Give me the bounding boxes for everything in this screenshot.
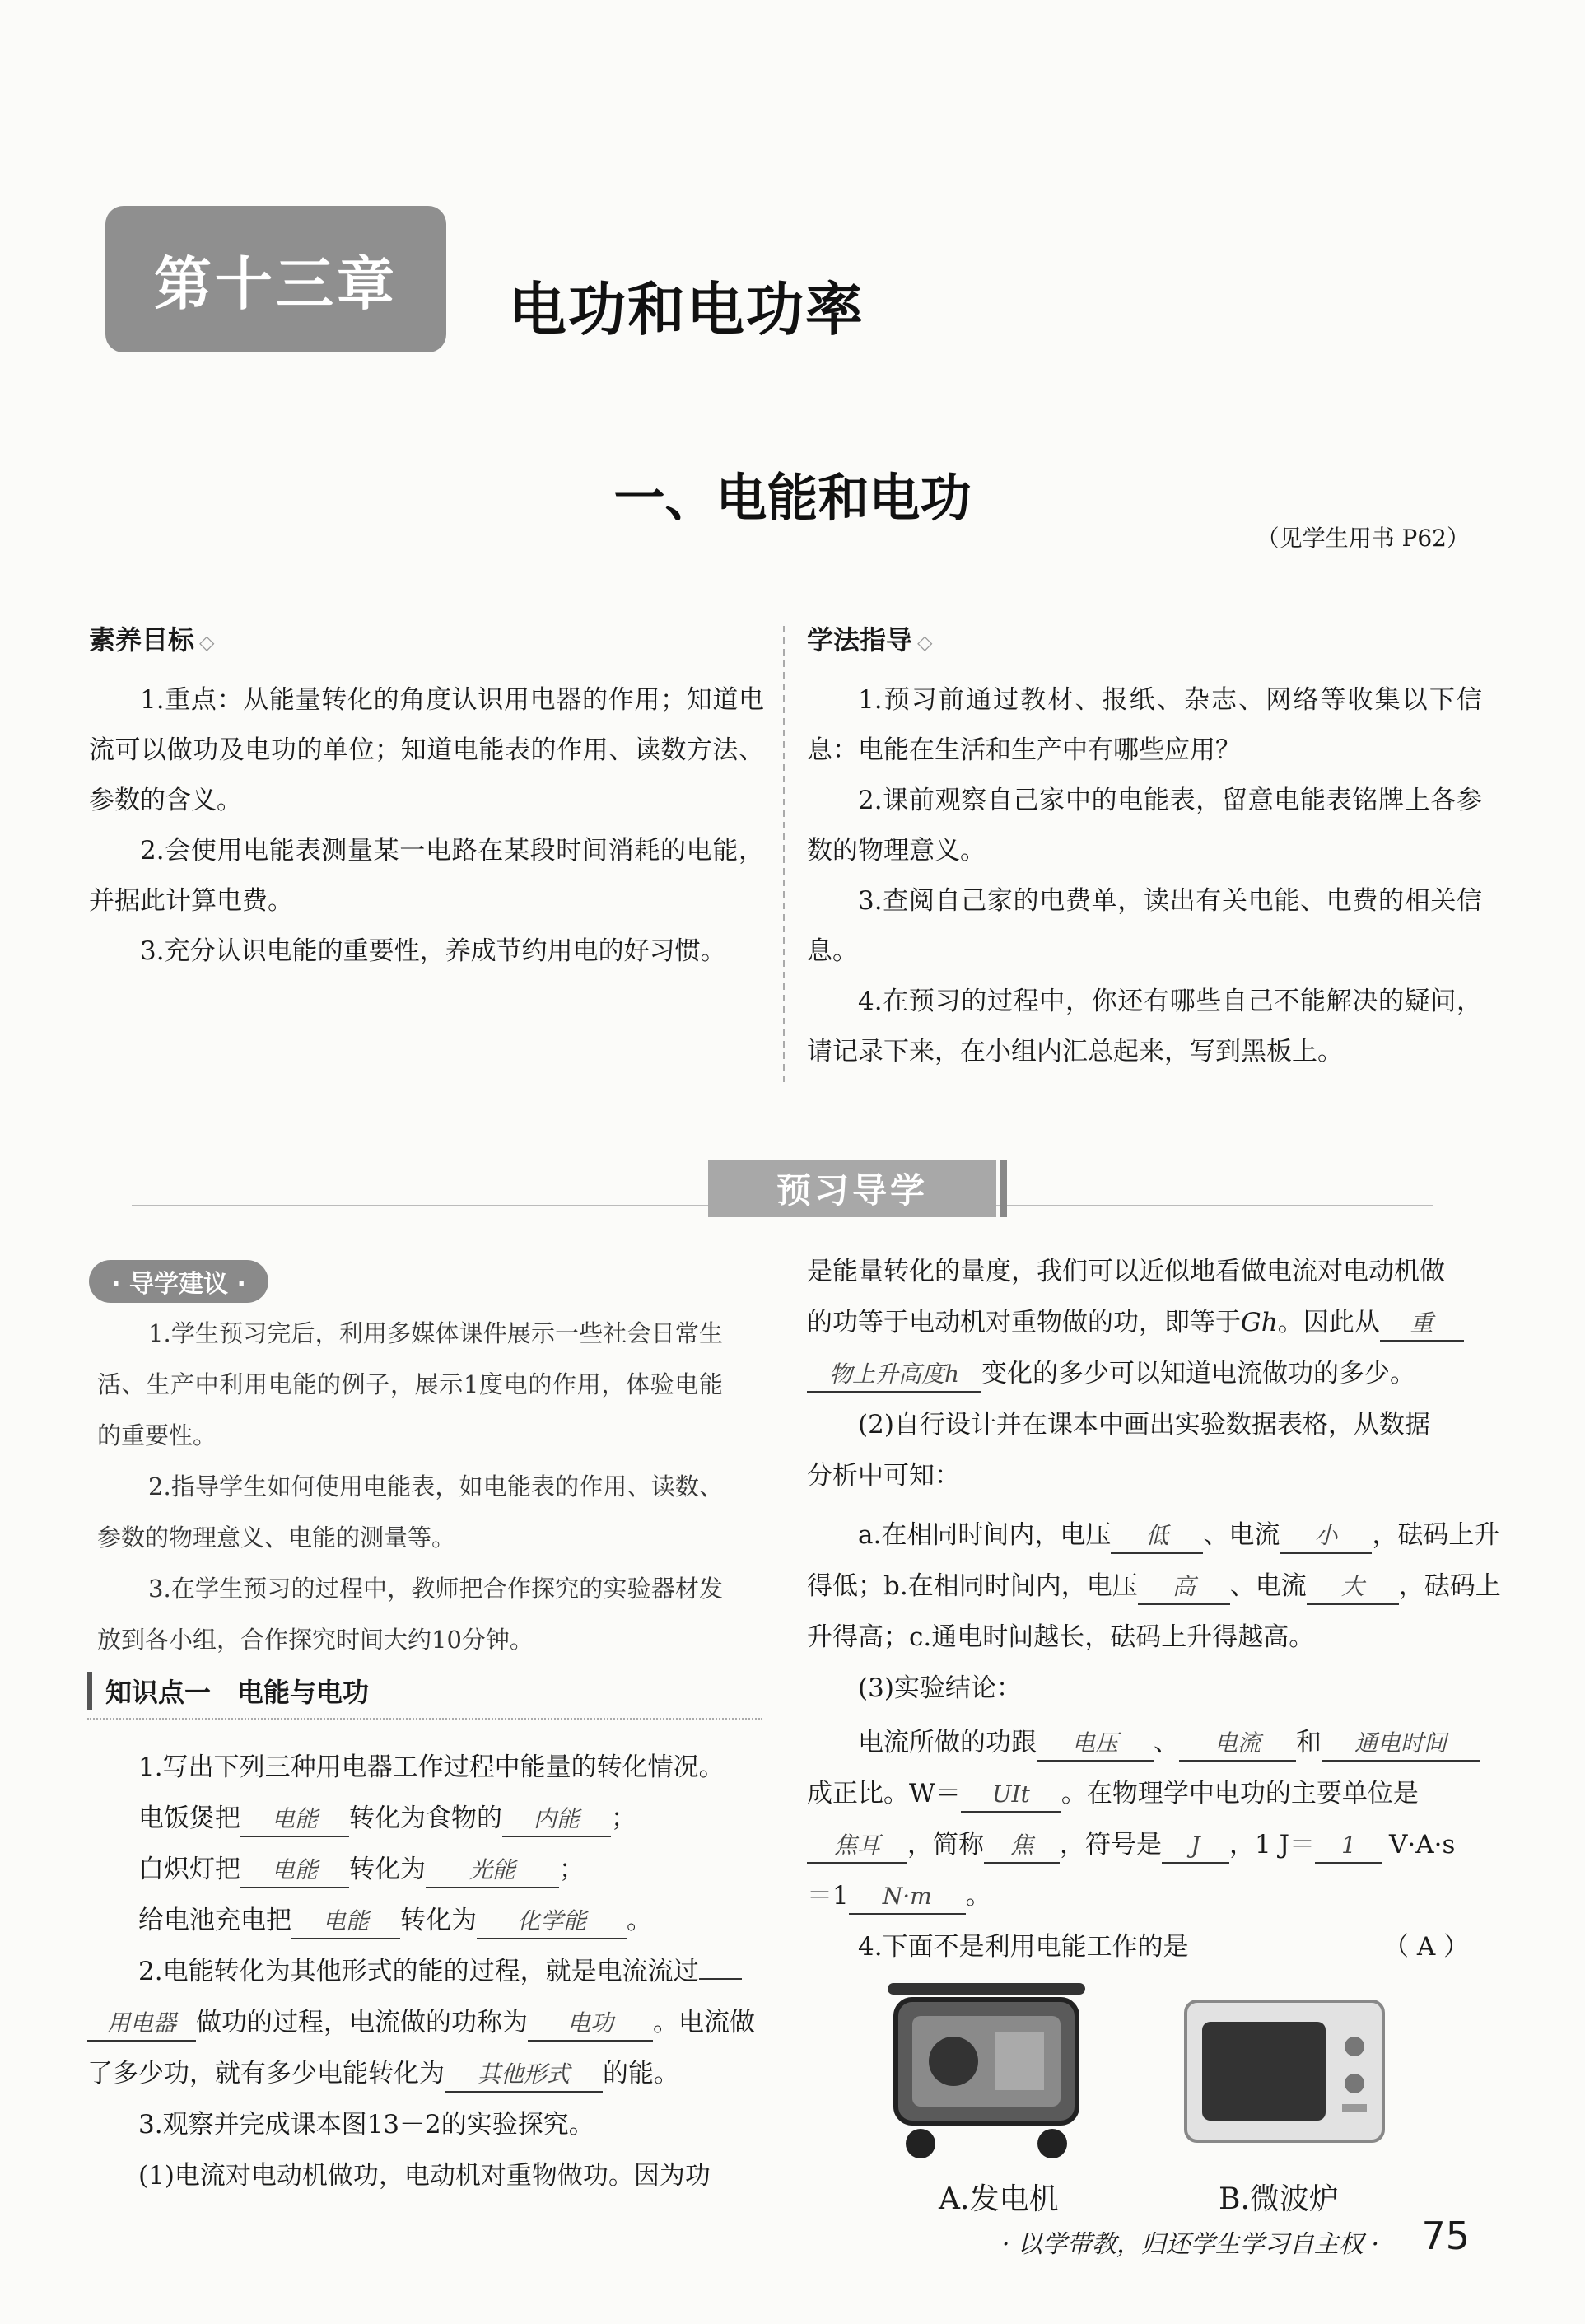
- answer-blank: N·m: [849, 1880, 966, 1915]
- answer-blank: 其他形式: [445, 2058, 603, 2093]
- goals-section: [89, 619, 764, 977]
- heading-rule: [87, 1718, 762, 1720]
- q4-answer: （ A ）: [1383, 1932, 1470, 1962]
- tip-item: 2.指导学生如何使用电能表，如电能表的作用、读数、参数的物理意义、电能的测量等。: [97, 1472, 723, 1552]
- right-line: 是能量转化的量度，我们可以近似地看做电流对电动机做: [807, 1257, 1445, 1286]
- column-divider: [783, 626, 785, 1087]
- answer-blank: 电能: [240, 1803, 349, 1837]
- goal-item: 1.重点：从能量转化的角度认识用电器的作用；知道电流可以做功及电功的单位；知道电能表的作用、读数方法、参数的含义。: [89, 685, 764, 815]
- tips-label: · 导学建议 ·: [89, 1260, 268, 1303]
- answer-blank: 焦: [984, 1829, 1060, 1864]
- guide-heading: 学法指导: [807, 624, 913, 656]
- page-number: 75: [1421, 2214, 1470, 2258]
- right-line: 升得高；c.通电时间越长，砝码上升得越高。: [807, 1622, 1315, 1652]
- right-line: 成正比。W＝ UIt 。在物理学中电功的主要单位是: [807, 1772, 1419, 1813]
- caption-b: B.微波炉: [1219, 2182, 1339, 2216]
- q4-stem: 4.下面不是利用电能工作的是: [858, 1932, 1189, 1962]
- guide-section: [807, 619, 1482, 1077]
- guide-item: 4.在预习的过程中，你还有哪些自己不能解决的疑问，请记录下来，在小组内汇总起来，写到黑板上。: [807, 987, 1482, 1066]
- tip-item: 3.在学生预习的过程中，教师把合作探究的实验器材发放到各小组，合作探究时间大约10分钟。: [97, 1575, 723, 1654]
- right-line: 焦耳 ，简称 焦 ，符号是 J ，1 J＝ 1 V·A·s: [807, 1823, 1455, 1864]
- goal-item: 2.会使用电能表测量某一电路在某段时间消耗的电能，并据此计算电费。: [89, 836, 764, 916]
- right-line: ＝1 N·m 。: [807, 1874, 991, 1915]
- q1-row: 白炽灯把 电能 转化为 光能 ；: [138, 1848, 585, 1888]
- answer-blank: 焦耳: [807, 1829, 907, 1864]
- q2-line: 用电器 做功的过程，电流做的功称为 电功 。电流做: [87, 2001, 755, 2042]
- answer-blank: 重: [1380, 1307, 1464, 1342]
- q1-row: 电饭煲把 电能 转化为食物的 内能 ；: [138, 1797, 636, 1837]
- footer-slogan: · 以学带教，归还学生学习自主权 ·: [1001, 2230, 1379, 2259]
- banner-accent: [1000, 1160, 1007, 1217]
- answer-blank: 低: [1111, 1519, 1203, 1554]
- section-banner: 预习导学: [708, 1160, 996, 1217]
- answer-blank: 通电时间: [1322, 1727, 1480, 1762]
- answer-blank: 电能: [240, 1854, 349, 1888]
- chapter-label: 第十三章: [105, 206, 446, 352]
- q3-stem: 3.观察并完成课本图13－2的实验探究。: [138, 2110, 594, 2140]
- answer-blank: 电功: [528, 2007, 653, 2042]
- right-line: (3)实验结论：: [858, 1673, 1022, 1703]
- guide-item: 3.查阅自己家的电费单，读出有关电能、电费的相关信息。: [807, 886, 1482, 966]
- answer-blank: 高: [1138, 1570, 1230, 1605]
- generator-image: [879, 1967, 1093, 2164]
- section-title: 一、电能和电功: [613, 468, 972, 528]
- answer-blank: 电压: [1037, 1727, 1154, 1762]
- answer-blank: 电能: [291, 1905, 400, 1939]
- page-reference: （见学生用书 P62）: [1256, 525, 1470, 552]
- tips-box: [97, 1308, 723, 1665]
- right-line: 得低；b.在相同时间内，电压 高 、电流 大 ，砝码上: [807, 1565, 1501, 1605]
- answer-blank: 大: [1307, 1570, 1399, 1605]
- q2-line: 2.电能转化为其他形式的能的过程，就是电流流过: [138, 1950, 742, 1987]
- answer-blank: 1: [1315, 1829, 1382, 1864]
- tip-item: 1.学生预习完后，利用多媒体课件展示一些社会日常生活、生产中利用电能的例子，展示1度电的作用，体验电能的重要性。: [97, 1319, 723, 1449]
- guide-item: 1.预习前通过教材、报纸、杂志、网络等收集以下信息：电能在生活和生产中有哪些应用？: [807, 685, 1482, 765]
- answer-blank: 光能: [426, 1854, 559, 1888]
- right-line: 电流所做的功跟 电压 、 电流 和 通电时间: [858, 1721, 1480, 1762]
- answer-blank: 化学能: [477, 1905, 627, 1939]
- answer-blank: 小: [1280, 1519, 1372, 1554]
- knowledge-heading: 知识点一 电能与电功: [87, 1672, 781, 1710]
- answer-blank: 电流: [1179, 1727, 1296, 1762]
- right-line: 物上升高度h 变化的多少可以知道电流做功的多少。: [807, 1352, 1415, 1393]
- caption-a: A.发电机: [939, 2182, 1059, 2216]
- diamond-icon: ◇: [917, 631, 933, 654]
- guide-item: 2.课前观察自己家中的电能表，留意电能表铭牌上各参数的物理意义。: [807, 786, 1482, 866]
- q3-sub: (1)电流对电动机做功，电动机对重物做功。因为功: [138, 2161, 711, 2191]
- q2-line: 了多少功，就有多少电能转化为 其他形式 的能。: [87, 2052, 679, 2093]
- microwave-image: [1177, 1976, 1392, 2166]
- diamond-icon: ◇: [199, 631, 215, 654]
- right-line: a.在相同时间内，电压 低 、电流 小 ，砝码上升: [858, 1514, 1499, 1554]
- right-line: 分析中可知：: [807, 1461, 960, 1491]
- goal-item: 3.充分认识电能的重要性，养成节约用电的好习惯。: [140, 936, 726, 966]
- right-line: (2)自行设计并在课本中画出实验数据表格，从数据: [858, 1410, 1430, 1440]
- answer-blank: 物上升高度h: [807, 1358, 981, 1393]
- q1-stem: 1.写出下列三种用电器工作过程中能量的转化情况。: [138, 1752, 725, 1782]
- q1-row: 给电池充电把 电能 转化为 化学能 。: [138, 1899, 652, 1939]
- answer-blank: J: [1162, 1829, 1229, 1864]
- answer-blank: UIt: [961, 1778, 1061, 1813]
- goals-heading: 素养目标: [89, 624, 195, 656]
- right-line: 的功等于电动机对重物做的功，即等于Gh。因此从 重: [807, 1301, 1464, 1342]
- chapter-title: 电功和电功率: [509, 276, 865, 343]
- answer-blank: 用电器: [87, 2007, 196, 2042]
- answer-blank: 内能: [502, 1803, 611, 1837]
